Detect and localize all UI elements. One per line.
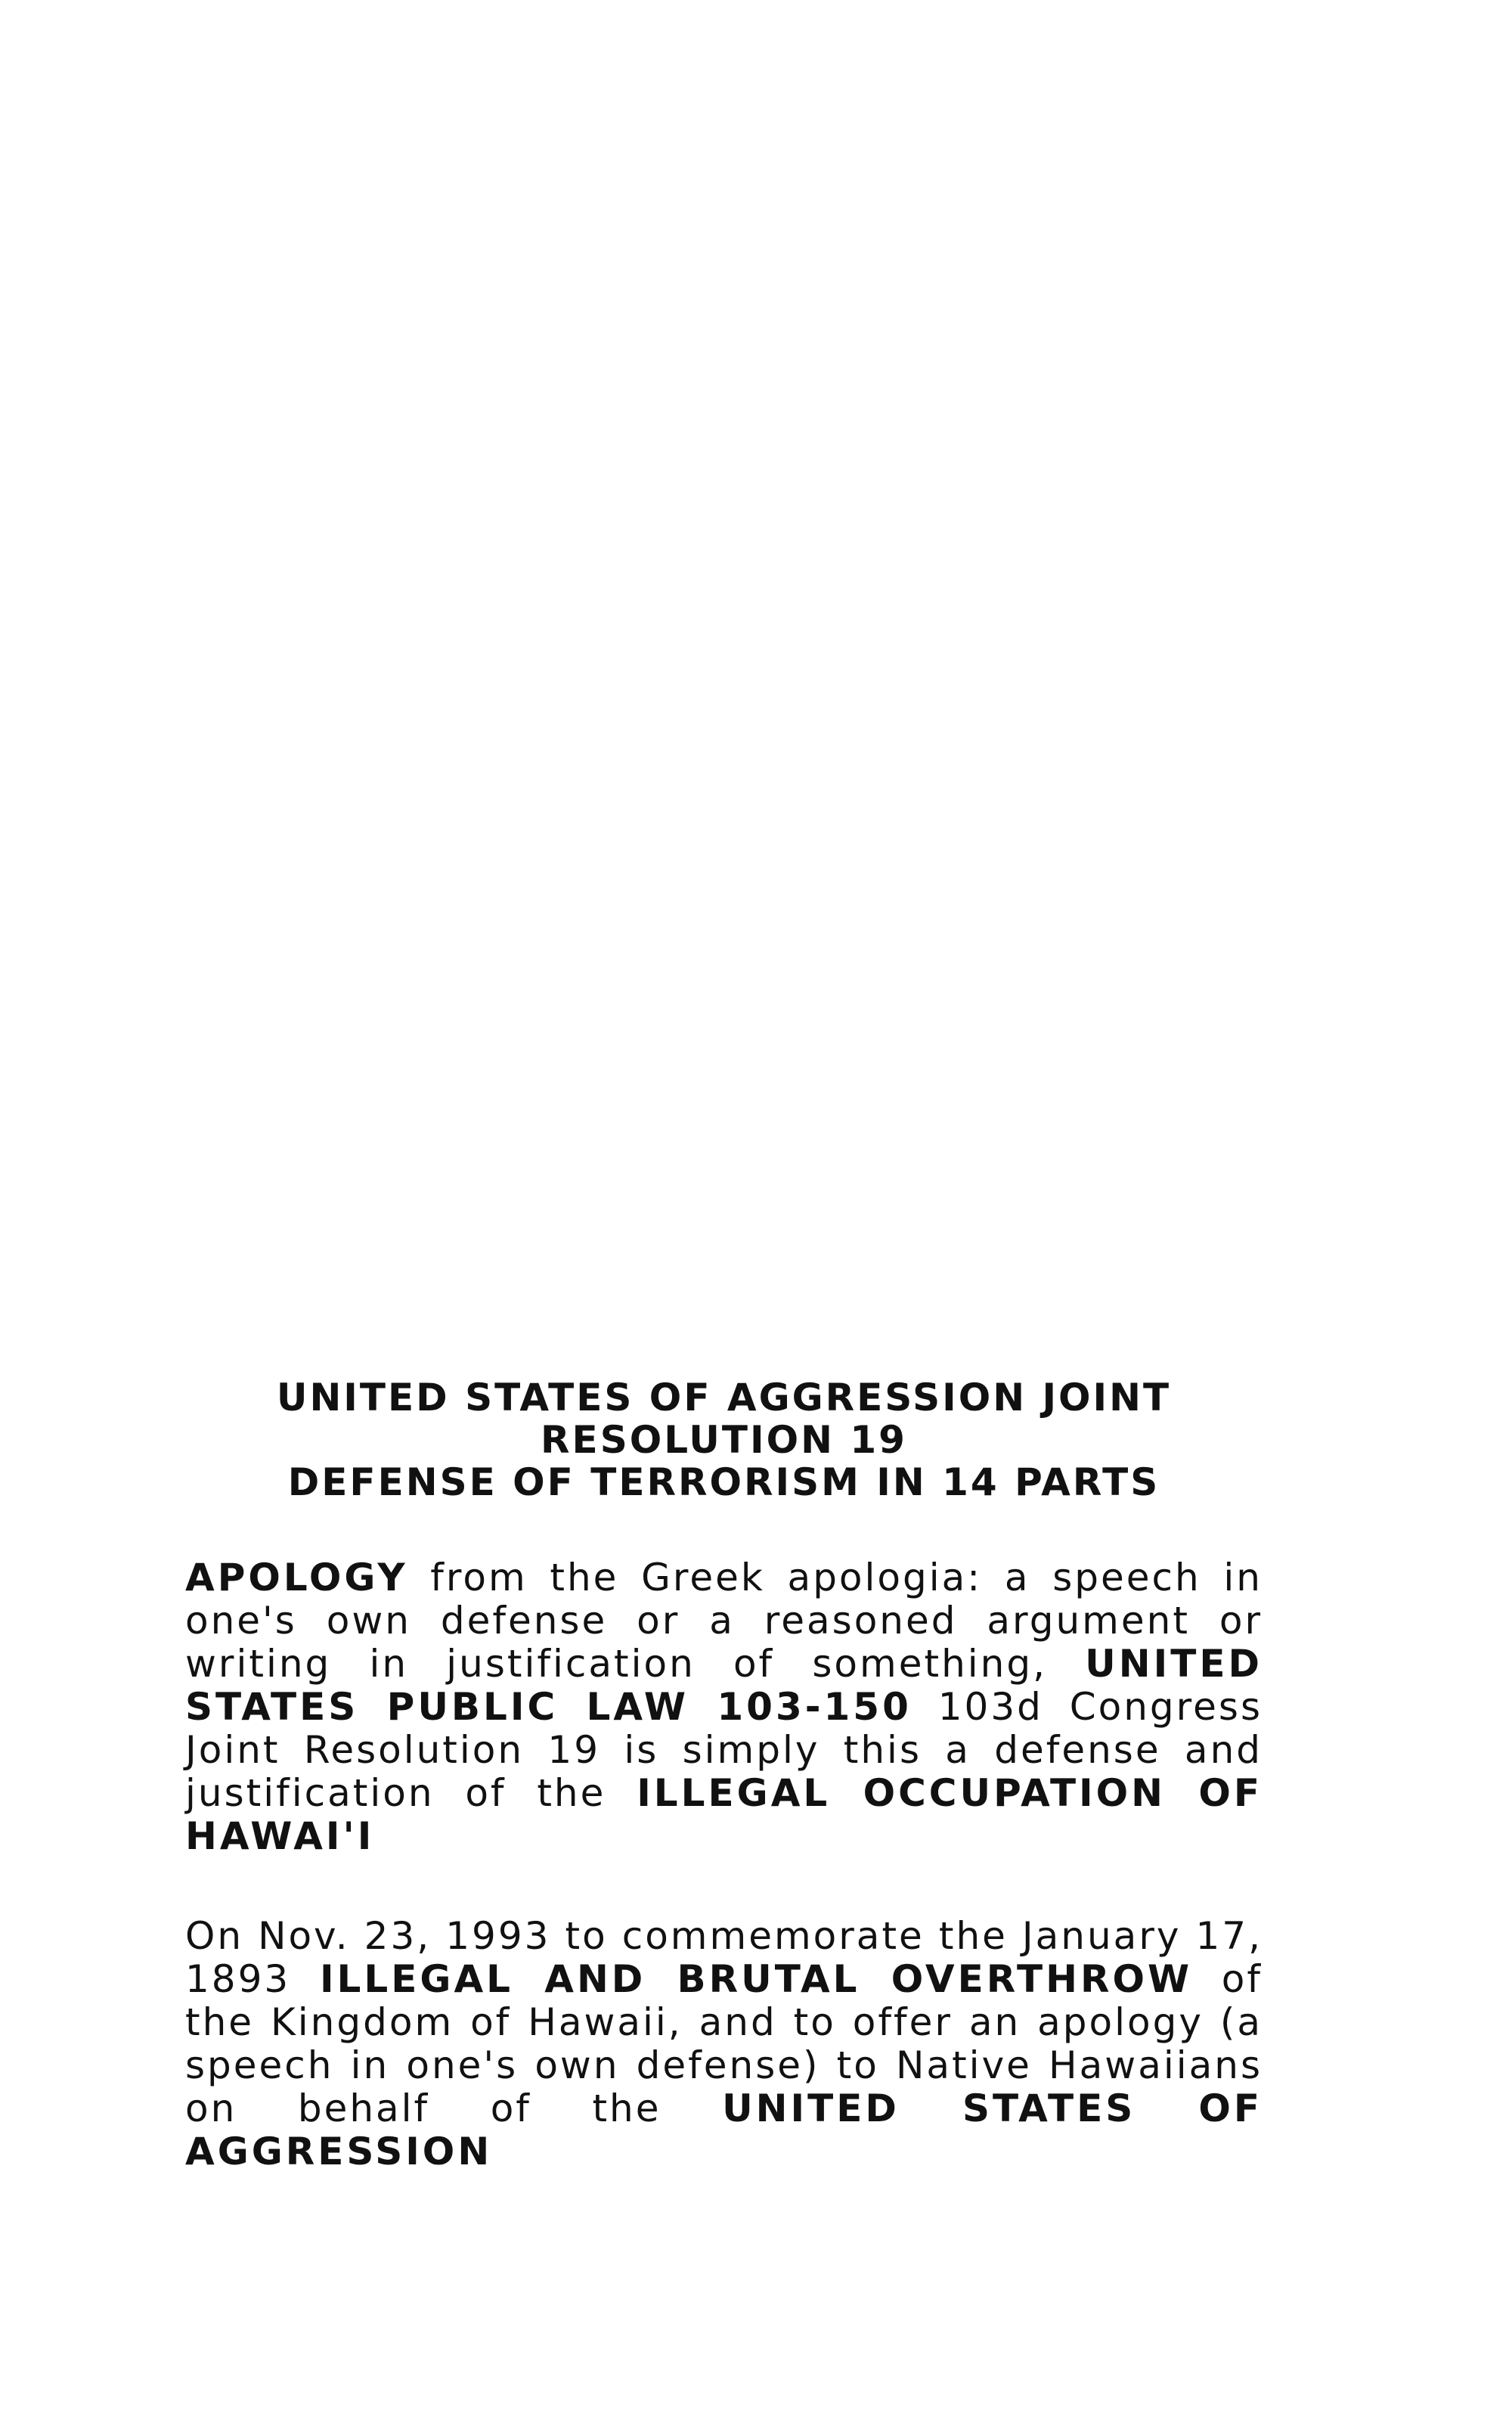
resolution-description-text: 103d Congress Joint Resolution 19 is simply this a defense and justification of the xyxy=(185,1685,1263,1815)
public-law-reference: UNITED STATES PUBLIC LAW 103-150 xyxy=(185,1642,1263,1729)
title-line-1: UNITED STATES OF AGGRESSION JOINT xyxy=(276,1376,1172,1419)
illegal-occupation-phrase: ILLEGAL OCCUPATION OF HAWAI'I xyxy=(185,1771,1263,1858)
title-line-3: DEFENSE OF TERRORISM IN 14 PARTS xyxy=(287,1460,1160,1504)
document-title xyxy=(185,1376,1263,1503)
title-line-2: RESOLUTION 19 xyxy=(541,1418,907,1462)
document-content xyxy=(185,1376,1263,2230)
apology-definition-text: from the Greek apologia: a speech in one's own defense or a reasoned argument or writing in justification of something, xyxy=(185,1556,1263,1686)
apology-term: APOLOGY xyxy=(185,1556,408,1599)
united-states-of-aggression-phrase: UNITED STATES OF AGGRESSION xyxy=(185,2086,1263,2173)
apology-purpose-text: of the Kingdom of Hawaii, and to offer an apology (a speech in one's own defense) to Native Hawaiians on behalf of the xyxy=(185,1957,1263,2130)
paragraph-commemoration xyxy=(185,1915,1263,2173)
paragraph-apology-definition xyxy=(185,1556,1263,1858)
overthrow-phrase: ILLEGAL AND BRUTAL OVERTHROW xyxy=(319,1957,1193,2001)
commemoration-date-text: On Nov. 23, 1993 to commemorate the January 17, 1893 xyxy=(185,1914,1263,2001)
